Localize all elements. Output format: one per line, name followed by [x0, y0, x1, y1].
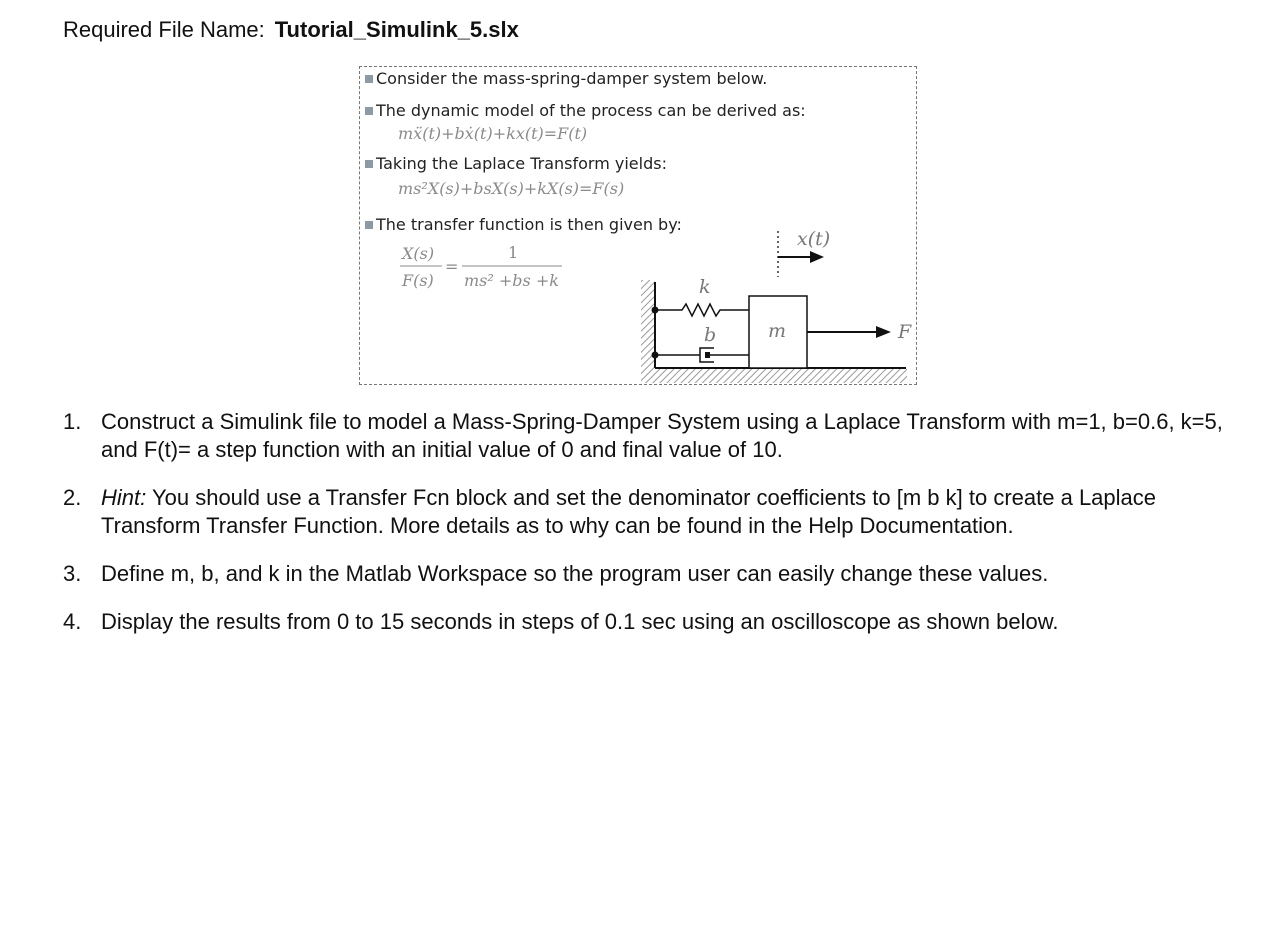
tf-denominator-right: ms² +bs +k: [464, 271, 559, 290]
figure-bullet-2: The dynamic model of the process can be derived as:: [365, 101, 806, 120]
spring-label: k: [699, 276, 711, 298]
instruction-item-2: [63, 484, 1243, 540]
tf-numerator-left: X(s): [402, 244, 435, 263]
instruction-list: [63, 408, 1243, 656]
tf-equals: =: [445, 257, 459, 276]
hint-label: Hint:: [101, 485, 147, 510]
instruction-text: Define m, b, and k in the Matlab Workspace so the program user can easily change these values.: [101, 561, 1049, 586]
instruction-number: 4.: [63, 609, 82, 634]
displacement-arrow-head: [810, 251, 824, 263]
figure-bullet-3: Taking the Laplace Transform yields:: [365, 154, 667, 173]
instruction-number: 3.: [63, 561, 82, 586]
instruction-item-1: [63, 408, 1243, 464]
figure-bullet-1: Consider the mass-spring-damper system below.: [365, 69, 767, 88]
instruction-text: Display the results from 0 to 15 seconds in steps of 0.1 sec using an oscilloscope as shown below.: [101, 609, 1059, 634]
instruction-text: Construct a Simulink file to model a Mass-Spring-Damper System using a Laplace Transform with m=1, b=0.6, k=5, and F(t)= a step function with an initial value of 0 and final value of 10.: [101, 409, 1223, 462]
tf-numerator-right: 1: [508, 243, 519, 262]
instruction-text: You should use a Transfer Fcn block and set the denominator coefficients to [m b k] to create a Laplace Transform Transfer Function. More details as to why can be found in the Help Documentation.: [101, 485, 1157, 538]
spring-icon: [655, 304, 749, 316]
mass-spring-damper-diagram: [360, 67, 916, 384]
mass-spring-damper-figure: [359, 66, 917, 385]
laplace-equation: ms²X(s)+bsX(s)+kX(s)=F(s): [398, 179, 625, 198]
required-file-name: [63, 17, 519, 43]
force-arrow-head: [876, 326, 891, 338]
instruction-number: 1.: [63, 409, 82, 434]
tf-denominator-left: F(s): [402, 271, 434, 290]
floor-hatch: [641, 368, 907, 383]
instruction-number: 2.: [63, 485, 82, 510]
file-name-value: Tutorial_Simulink_5.slx: [274, 17, 519, 42]
dynamic-model-equation: mẍ(t)+bẋ(t)+kx(t)=F(t): [398, 124, 588, 143]
figure-bullet-4: The transfer function is then given by:: [365, 215, 682, 234]
instruction-item-3: [63, 560, 1243, 588]
displacement-label: x(t): [797, 228, 831, 250]
file-name-label: Required File Name:: [63, 17, 265, 42]
damper-label: b: [704, 324, 717, 346]
mass-label: m: [768, 320, 787, 342]
instruction-item-4: [63, 608, 1243, 636]
force-label: F: [898, 321, 912, 343]
